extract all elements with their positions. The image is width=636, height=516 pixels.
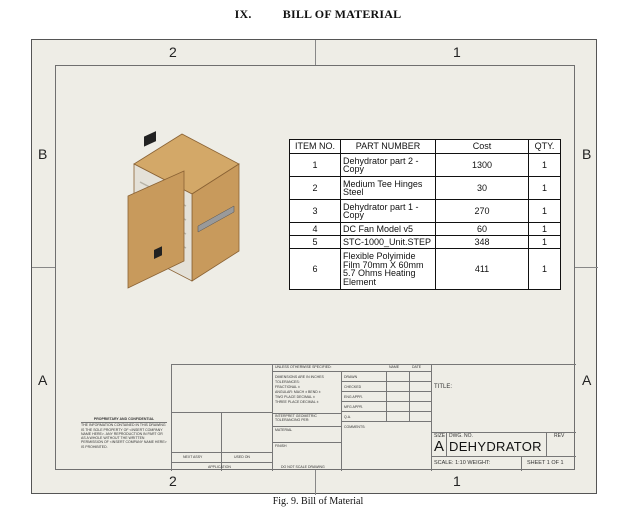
title-block-divider (221, 412, 222, 471)
tb-fractional-label: FRACTIONAL ± (275, 385, 300, 389)
title-block-rule (341, 381, 431, 382)
cell-cost: 411 (436, 249, 529, 290)
tb-size-value: A (434, 438, 445, 455)
drawing-border (55, 65, 575, 470)
tb-three-place-label: THREE PLACE DECIMAL ± (275, 400, 319, 404)
header-cost: Cost (436, 140, 529, 154)
cell-cost: 30 (436, 177, 529, 200)
cell-qty: 1 (529, 177, 561, 200)
cell-cost: 348 (436, 236, 529, 249)
tb-dwg-value: DEHYDRATOR (449, 439, 542, 454)
cell-part: Dehydrator part 2 - Copy (341, 154, 436, 177)
tb-angular-label: ANGULAR: MACH ± BEND ± (275, 390, 321, 394)
title-block-divider (409, 371, 410, 421)
tb-mfg-appr-label: MFG APPR. (344, 405, 364, 409)
tb-title-label: TITLE: (434, 384, 453, 390)
title-block-divider (521, 456, 522, 471)
title-block-divider (446, 432, 447, 456)
cell-qty: 1 (529, 200, 561, 223)
section-title: BILL OF MATERIAL (282, 7, 402, 21)
tb-dwg-label: DWG. NO. (449, 433, 473, 439)
tb-comments-label: COMMENTS: (344, 425, 366, 429)
title-block-rule (341, 391, 431, 392)
table-row (290, 200, 561, 223)
title-block-rule (272, 371, 431, 372)
title-block-divider (386, 371, 387, 421)
cell-item: 2 (290, 177, 341, 200)
proprietary-text: THE INFORMATION CONTAINED IN THIS DRAWING IS THE SOLE PROPERTY OF <INSERT COMPANY NAME HERE>. ANY REPRODUCTION IN PART OR AS A WHOLE WITHOUT THE WRITTEN PERMISSION OF <INSERT COMPANY NAME HERE> IS PROHIBITED. (81, 423, 167, 449)
table-row (290, 223, 561, 236)
tb-drawn-label: DRAWN (344, 375, 358, 379)
zone-tick (32, 267, 55, 268)
tb-name-label: NAME (389, 365, 400, 369)
tb-application-label: APPLICATION (208, 465, 231, 469)
tb-rev-label: REV (554, 433, 565, 439)
title-block-divider (272, 364, 273, 471)
tb-size-label: SIZE (434, 433, 446, 439)
proprietary-notice (81, 417, 167, 449)
cell-qty: 1 (529, 154, 561, 177)
figure-caption: Fig. 9. Bill of Material (272, 496, 364, 507)
zone-col-1-top: 1 (453, 44, 461, 60)
title-block-rule (341, 411, 431, 412)
section-number: IX. (234, 7, 252, 21)
proprietary-rule (81, 422, 167, 423)
cell-item: 4 (290, 223, 341, 236)
title-block-rule (272, 442, 341, 443)
table-row (290, 236, 561, 249)
cell-item: 6 (290, 249, 341, 290)
zone-tick (575, 267, 598, 268)
cell-cost: 270 (436, 200, 529, 223)
tb-tolerances-label: TOLERANCES: (275, 380, 300, 384)
title-block-rule (431, 456, 576, 457)
tb-unless-label: UNLESS OTHERWISE SPECIFIED: (275, 365, 332, 369)
cell-part: DC Fan Model v5 (341, 223, 436, 236)
tb-dims-label: DIMENSIONS ARE IN INCHES (275, 375, 324, 379)
cell-part: STC-1000_Unit.STEP (341, 236, 436, 249)
table-row (290, 154, 561, 177)
section-heading (0, 7, 636, 22)
title-block-rule (272, 426, 341, 427)
title-block-rule (341, 401, 431, 402)
tb-next-assy-label: NEXT ASSY (183, 455, 203, 459)
cell-qty: 1 (529, 236, 561, 249)
title-block-rule (341, 421, 431, 422)
cell-part: Medium Tee Hinges Steel (341, 177, 436, 200)
tb-checked-label: CHECKED (344, 385, 362, 389)
tb-used-on-label: USED ON (234, 455, 250, 459)
fan-shape (144, 131, 156, 147)
title-block-divider (431, 364, 432, 471)
drawing-sheet (31, 39, 597, 494)
header-item-no: ITEM NO. (290, 140, 341, 154)
tb-material-label: MATERIAL (275, 428, 293, 432)
zone-row-a-right: A (582, 372, 592, 388)
cell-cost: 1300 (436, 154, 529, 177)
dehydrator-model (124, 126, 274, 291)
tb-geometric-label: INTERPRET GEOMETRIC TOLERANCING PER: (275, 414, 317, 423)
zone-row-b-right: B (582, 146, 592, 162)
zone-tick (315, 40, 316, 65)
bom-header-row (290, 140, 561, 154)
header-part-number: PART NUMBER (341, 140, 436, 154)
table-row (290, 177, 561, 200)
zone-row-b-left: B (38, 146, 48, 162)
zone-col-1-bottom: 1 (453, 473, 461, 489)
cell-qty: 1 (529, 249, 561, 290)
zone-tick (315, 470, 316, 495)
tb-scale-label: SCALE: 1:10 WEIGHT: (434, 460, 491, 466)
bom-table (289, 139, 561, 290)
tb-finish-label: FINISH (275, 444, 287, 448)
tb-eng-appr-label: ENG APPR. (344, 395, 363, 399)
title-block-border (171, 364, 172, 471)
title-block-divider (546, 432, 547, 456)
cell-cost: 60 (436, 223, 529, 236)
table-row (290, 249, 561, 290)
cell-qty: 1 (529, 223, 561, 236)
cell-part: Dehydrator part 1 - Copy (341, 200, 436, 223)
title-block-border (171, 364, 576, 365)
cell-item: 1 (290, 154, 341, 177)
tb-sheet-label: SHEET 1 OF 1 (527, 460, 564, 466)
tb-do-not-scale-label: DO NOT SCALE DRAWING (281, 465, 325, 469)
header-qty: QTY. (529, 140, 561, 154)
tb-qa-label: Q.A. (344, 415, 352, 419)
proprietary-title: PROPRIETARY AND CONFIDENTIAL (93, 417, 155, 421)
title-block (81, 364, 576, 471)
cell-item: 3 (290, 200, 341, 223)
cell-part: Flexible Polyimide Film 70mm X 60mm 5.7 Ohms Heating Element (341, 249, 436, 290)
tb-date-label: DATE (412, 365, 422, 369)
zone-row-a-left: A (38, 372, 48, 388)
zone-col-2-bottom: 2 (169, 473, 177, 489)
tb-two-place-label: TWO PLACE DECIMAL ± (275, 395, 315, 399)
cell-item: 5 (290, 236, 341, 249)
zone-col-2-top: 2 (169, 44, 177, 60)
